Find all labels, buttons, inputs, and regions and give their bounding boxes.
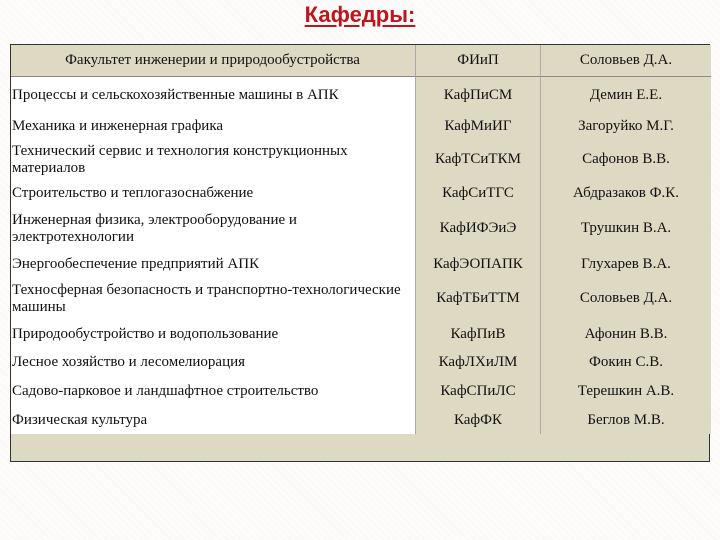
department-abbr: КафЭОПАПК	[416, 251, 541, 277]
department-abbr: КафПиВ	[416, 320, 541, 348]
department-head: Терешкин А.В.	[541, 376, 711, 406]
department-head: Фокин С.В.	[541, 348, 711, 376]
department-head: Беглов М.В.	[541, 406, 711, 434]
department-abbr: КафСПиЛС	[416, 376, 541, 406]
department-name: Энергообеспечение предприятий АПК	[11, 251, 416, 277]
department-head: Загоруйко М.Г.	[541, 113, 711, 139]
department-abbr: КафЛХиЛМ	[416, 348, 541, 376]
department-head: Соловьев Д.А.	[541, 277, 711, 320]
department-name: Процессы и сельскохозяйственные машины в АПК	[11, 77, 416, 113]
department-name: Природообустройство и водопользование	[11, 320, 416, 348]
department-name: Инженерная физика, электрооборудование и электротехнологии	[11, 206, 416, 251]
department-head: Афонин В.В.	[541, 320, 711, 348]
department-name: Садово-парковое и ландшафтное строительство	[11, 376, 416, 406]
department-head: Глухарев В.А.	[541, 251, 711, 277]
header-head: Соловьев Д.А.	[541, 45, 711, 77]
departments-table	[10, 44, 710, 462]
header-faculty: Факультет инженерии и природообустройства	[11, 45, 416, 77]
header-abbr: ФИиП	[416, 45, 541, 77]
department-head: Сафонов В.В.	[541, 139, 711, 180]
department-abbr: КафТБиТТМ	[416, 277, 541, 320]
department-abbr: КафСиТГС	[416, 180, 541, 206]
department-abbr: КафМиИГ	[416, 113, 541, 139]
department-name: Лесное хозяйство и лесомелиорация	[11, 348, 416, 376]
department-name: Физическая культура	[11, 406, 416, 434]
department-abbr: КафФК	[416, 406, 541, 434]
department-name: Технический сервис и технология конструкционных материалов	[11, 139, 416, 180]
department-head: Трушкин В.А.	[541, 206, 711, 251]
department-name: Техносферная безопасность и транспортно-технологические машины	[11, 277, 416, 320]
department-abbr: КафПиСМ	[416, 77, 541, 113]
department-head: Абдразаков Ф.К.	[541, 180, 711, 206]
department-abbr: КафИФЭиЭ	[416, 206, 541, 251]
department-name: Строительство и теплогазоснабжение	[11, 180, 416, 206]
department-name: Механика и инженерная графика	[11, 113, 416, 139]
page-title: Кафедры:	[304, 2, 416, 27]
department-abbr: КафТСиТКМ	[416, 139, 541, 180]
department-head: Демин Е.Е.	[541, 77, 711, 113]
